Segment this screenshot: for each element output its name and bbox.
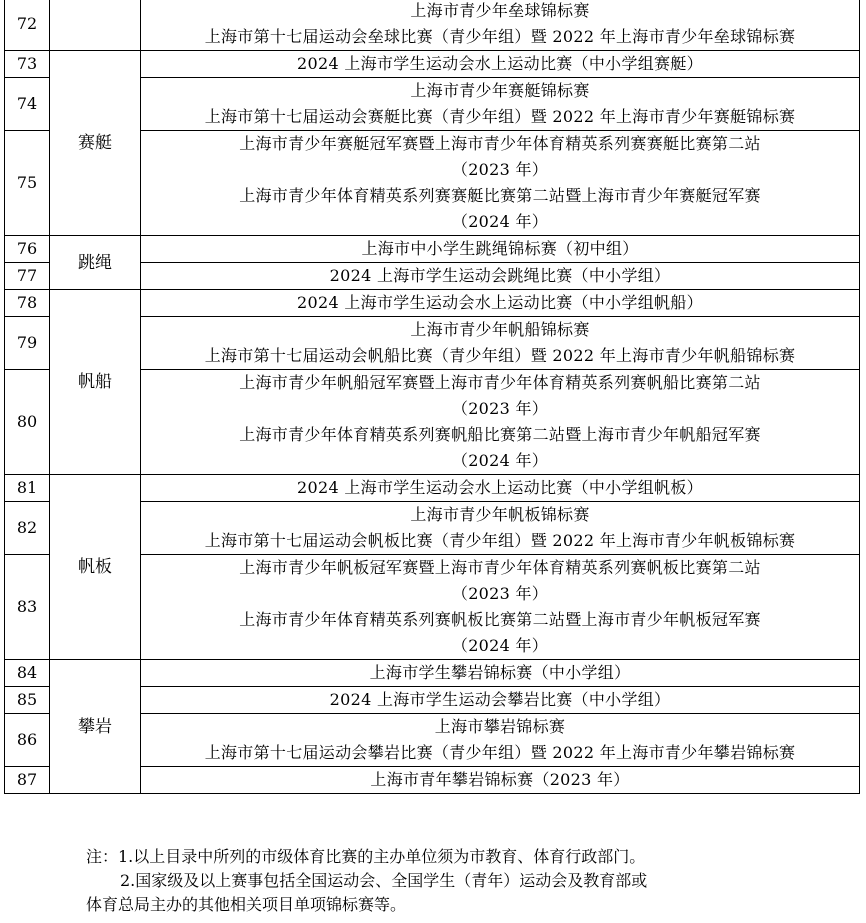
competition-name-line: 上海市青少年体育精英系列赛赛艇比赛第二站暨上海市青少年赛艇冠军赛	[239, 186, 761, 205]
competition-name-line: 上海市青少年帆板锦标赛	[410, 505, 590, 524]
competition-name	[141, 555, 860, 660]
row-number: 87	[5, 767, 50, 794]
competition-name	[141, 236, 860, 263]
sport-name: 攀岩	[50, 660, 141, 794]
row-number: 74	[5, 78, 50, 131]
competition-name-line: （2024 年）	[451, 451, 549, 470]
row-number: 81	[5, 475, 50, 502]
competition-name-line: 上海市青少年帆船冠军赛暨上海市青少年体育精英系列赛帆船比赛第二站	[239, 373, 761, 392]
competition-name-line: 上海市青年攀岩锦标赛（2023 年）	[370, 770, 630, 789]
competition-name-line: 上海市青少年帆板冠军赛暨上海市青少年体育精英系列赛帆板比赛第二站	[239, 558, 761, 577]
sport-name: 赛艇	[50, 51, 141, 236]
competition-name-line: （2024 年）	[451, 636, 549, 655]
competition-name-line: 上海市第十七届运动会攀岩比赛（青少年组）暨 2022 年上海市青少年攀岩锦标赛	[204, 743, 796, 762]
competition-name	[141, 767, 860, 794]
row-number: 78	[5, 290, 50, 317]
competition-name-line: 上海市青少年帆船锦标赛	[410, 320, 590, 339]
competition-table-body	[5, 0, 860, 794]
competition-name	[141, 51, 860, 78]
competition-name-line: （2023 年）	[451, 584, 549, 603]
competition-name-line: 上海市学生攀岩锦标赛（中小学组）	[369, 663, 631, 682]
competition-name	[141, 0, 860, 51]
sport-name: 跳绳	[50, 236, 141, 290]
table-row	[5, 660, 860, 687]
competition-name	[141, 370, 860, 475]
table-row	[5, 290, 860, 317]
competition-name-line: 上海市攀岩锦标赛	[434, 717, 566, 736]
sport-name	[50, 0, 141, 51]
row-number: 73	[5, 51, 50, 78]
competition-name-line: 上海市青少年体育精英系列赛帆船比赛第二站暨上海市青少年帆船冠军赛	[239, 425, 761, 444]
competition-name-line: 上海市第十七届运动会赛艇比赛（青少年组）暨 2022 年上海市青少年赛艇锦标赛	[204, 107, 796, 126]
sport-name: 帆板	[50, 475, 141, 660]
row-number: 82	[5, 502, 50, 555]
table-row	[5, 0, 860, 51]
competition-name	[141, 660, 860, 687]
note-line-1: 注：1.以上目录中所列的市级体育比赛的主办单位须为市教育、体育行政部门。	[86, 847, 646, 866]
row-number: 86	[5, 714, 50, 767]
competition-name-line: 2024 上海市学生运动会水上运动比赛（中小学组帆板）	[297, 478, 703, 497]
note-line-2: 2.国家级及以上赛事包括全国运动会、全国学生（青年）运动会及教育部或	[120, 871, 648, 890]
table-row	[5, 51, 860, 78]
competition-name-line: （2024 年）	[451, 212, 549, 231]
row-number: 75	[5, 131, 50, 236]
row-number: 72	[5, 0, 50, 51]
competition-name	[141, 78, 860, 131]
competition-name	[141, 317, 860, 370]
note-line-3: 体育总局主办的其他相关项目单项锦标赛等。	[86, 895, 407, 914]
row-number: 83	[5, 555, 50, 660]
competition-name-line: （2023 年）	[451, 160, 549, 179]
competition-name-line: 上海市第十七届运动会帆板比赛（青少年组）暨 2022 年上海市青少年帆板锦标赛	[204, 531, 796, 550]
competition-name	[141, 131, 860, 236]
row-number: 79	[5, 317, 50, 370]
competition-name-line: 上海市青少年赛艇锦标赛	[410, 81, 590, 100]
competition-name	[141, 475, 860, 502]
sport-name: 帆船	[50, 290, 141, 475]
competition-table	[4, 0, 860, 794]
competition-name	[141, 290, 860, 317]
row-number: 84	[5, 660, 50, 687]
competition-name-line: 上海市第十七届运动会垒球比赛（青少年组）暨 2022 年上海市青少年垒球锦标赛	[204, 27, 796, 46]
notes	[86, 845, 846, 917]
row-number: 76	[5, 236, 50, 263]
competition-name-line: 2024 上海市学生运动会水上运动比赛（中小学组赛艇）	[297, 54, 703, 73]
competition-name-line: 2024 上海市学生运动会攀岩比赛（中小学组）	[329, 690, 671, 709]
competition-name-line: 上海市青少年垒球锦标赛	[410, 1, 590, 20]
row-number: 85	[5, 687, 50, 714]
competition-name-line: 上海市青少年赛艇冠军赛暨上海市青少年体育精英系列赛赛艇比赛第二站	[239, 134, 761, 153]
competition-name	[141, 687, 860, 714]
competition-name-line: 上海市第十七届运动会帆船比赛（青少年组）暨 2022 年上海市青少年帆船锦标赛	[204, 346, 796, 365]
competition-name	[141, 502, 860, 555]
competition-name-line: 上海市中小学生跳绳锦标赛（初中组）	[361, 239, 639, 258]
row-number: 77	[5, 263, 50, 290]
competition-name-line: 上海市青少年体育精英系列赛帆板比赛第二站暨上海市青少年帆板冠军赛	[239, 610, 761, 629]
table-row	[5, 475, 860, 502]
table-row	[5, 236, 860, 263]
row-number: 80	[5, 370, 50, 475]
competition-name	[141, 263, 860, 290]
competition-name-line: （2023 年）	[451, 399, 549, 418]
competition-name	[141, 714, 860, 767]
competition-name-line: 2024 上海市学生运动会水上运动比赛（中小学组帆船）	[297, 293, 703, 312]
competition-name-line: 2024 上海市学生运动会跳绳比赛（中小学组）	[329, 266, 671, 285]
